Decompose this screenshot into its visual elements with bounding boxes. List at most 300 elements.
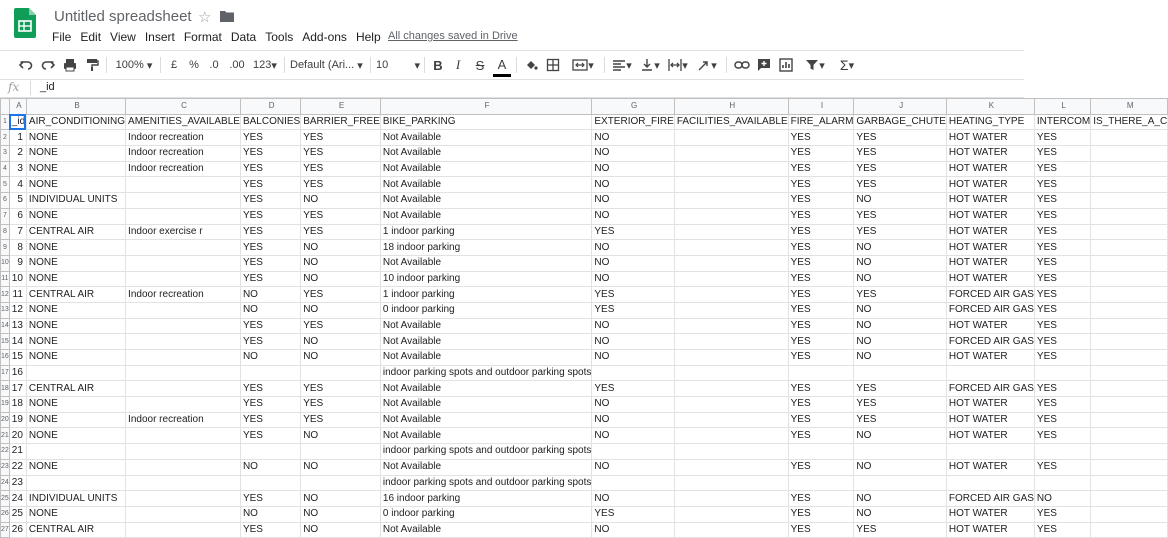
- row-header[interactable]: 19: [1, 397, 10, 413]
- cell[interactable]: [946, 444, 1034, 460]
- cell[interactable]: [674, 350, 788, 366]
- cell[interactable]: [26, 444, 125, 460]
- cell[interactable]: [126, 397, 241, 413]
- cell[interactable]: YES: [1034, 412, 1090, 428]
- cell[interactable]: YES: [788, 302, 854, 318]
- menu-insert[interactable]: Insert: [144, 30, 175, 44]
- cell[interactable]: FORCED AIR GAS: [946, 334, 1034, 350]
- cell[interactable]: YES: [854, 397, 946, 413]
- cell[interactable]: [592, 475, 674, 491]
- decrease-decimal-button[interactable]: .0: [209, 59, 219, 71]
- cell[interactable]: HOT WATER: [946, 350, 1034, 366]
- paint-format-icon[interactable]: [82, 51, 102, 79]
- cell[interactable]: Not Available: [380, 397, 591, 413]
- cell[interactable]: NONE: [26, 397, 125, 413]
- menu-edit[interactable]: Edit: [80, 30, 102, 44]
- row-header[interactable]: 16: [1, 350, 10, 366]
- align-icon[interactable]: ▾: [610, 51, 634, 79]
- cell[interactable]: [674, 208, 788, 224]
- cell[interactable]: Not Available: [380, 255, 591, 271]
- cell[interactable]: 17: [9, 381, 26, 397]
- cell[interactable]: NONE: [26, 350, 125, 366]
- cell[interactable]: YES: [1034, 224, 1090, 240]
- cell[interactable]: 1 indoor parking: [380, 224, 591, 240]
- italic-button[interactable]: I: [455, 57, 461, 72]
- cell[interactable]: Not Available: [380, 522, 591, 538]
- row-header[interactable]: 10: [1, 255, 10, 271]
- column-header-d[interactable]: D: [240, 99, 300, 115]
- cell[interactable]: CENTRAL AIR: [26, 522, 125, 538]
- cell[interactable]: HOT WATER: [946, 177, 1034, 193]
- cell[interactable]: YES: [1034, 334, 1090, 350]
- cell[interactable]: Not Available: [380, 318, 591, 334]
- cell[interactable]: [674, 255, 788, 271]
- column-header-m[interactable]: M: [1091, 99, 1168, 115]
- cell[interactable]: YES: [788, 287, 854, 303]
- cell[interactable]: NO: [592, 271, 674, 287]
- cell[interactable]: HOT WATER: [946, 459, 1034, 475]
- cell[interactable]: indoor parking spots and outdoor parking spots: [380, 475, 591, 491]
- cell[interactable]: Not Available: [380, 428, 591, 444]
- cell[interactable]: NO: [592, 397, 674, 413]
- cell[interactable]: NO: [301, 334, 381, 350]
- cell[interactable]: NO: [301, 271, 381, 287]
- cell[interactable]: YES: [1034, 287, 1090, 303]
- cell[interactable]: YES: [1034, 208, 1090, 224]
- row-header[interactable]: 4: [1, 161, 10, 177]
- cell[interactable]: [674, 522, 788, 538]
- cell[interactable]: YES: [788, 522, 854, 538]
- cell[interactable]: YES: [788, 240, 854, 256]
- cell[interactable]: [126, 381, 241, 397]
- cell[interactable]: NO: [592, 412, 674, 428]
- menu-add-ons[interactable]: Add-ons: [302, 30, 347, 44]
- cell[interactable]: [126, 428, 241, 444]
- cell[interactable]: YES: [788, 397, 854, 413]
- cell[interactable]: 14: [9, 334, 26, 350]
- cell[interactable]: HOT WATER: [946, 412, 1034, 428]
- cell[interactable]: YES: [1034, 146, 1090, 162]
- currency-button[interactable]: £: [170, 59, 178, 71]
- cell[interactable]: [1091, 130, 1168, 146]
- cell[interactable]: YES: [788, 381, 854, 397]
- cell[interactable]: 26: [9, 522, 26, 538]
- cell[interactable]: [1091, 224, 1168, 240]
- menu-data[interactable]: Data: [230, 30, 257, 44]
- cell[interactable]: YES: [788, 208, 854, 224]
- cell[interactable]: CENTRAL AIR: [26, 287, 125, 303]
- strikethrough-button[interactable]: S: [475, 57, 485, 73]
- cell[interactable]: [26, 475, 125, 491]
- cell[interactable]: [674, 475, 788, 491]
- cell[interactable]: indoor parking spots and outdoor parking spots: [380, 365, 591, 381]
- row-header[interactable]: 2: [1, 130, 10, 146]
- cell[interactable]: YES: [788, 412, 854, 428]
- cell[interactable]: [240, 475, 300, 491]
- row-header[interactable]: 27: [1, 522, 10, 538]
- cell[interactable]: YES: [301, 224, 381, 240]
- cell[interactable]: [26, 365, 125, 381]
- cell[interactable]: 13: [9, 318, 26, 334]
- cell[interactable]: YES: [592, 302, 674, 318]
- cell[interactable]: NO: [854, 193, 946, 209]
- cell[interactable]: HOT WATER: [946, 255, 1034, 271]
- cell[interactable]: NO: [592, 255, 674, 271]
- cell[interactable]: YES: [1034, 350, 1090, 366]
- cell[interactable]: YES: [240, 193, 300, 209]
- cell[interactable]: [126, 444, 241, 460]
- cell[interactable]: NONE: [26, 428, 125, 444]
- cell[interactable]: NO: [854, 459, 946, 475]
- cell[interactable]: NO: [301, 350, 381, 366]
- font-select[interactable]: Default (Ari... ▾: [290, 59, 363, 72]
- cell[interactable]: Not Available: [380, 177, 591, 193]
- cell[interactable]: YES: [854, 161, 946, 177]
- zoom-select[interactable]: 100% ▾: [115, 59, 153, 72]
- cell[interactable]: [126, 208, 241, 224]
- cell[interactable]: NONE: [26, 177, 125, 193]
- cell[interactable]: [674, 506, 788, 522]
- cell[interactable]: Not Available: [380, 381, 591, 397]
- cell[interactable]: [854, 365, 946, 381]
- cell[interactable]: Not Available: [380, 459, 591, 475]
- cell[interactable]: NO: [301, 522, 381, 538]
- cell[interactable]: YES: [301, 381, 381, 397]
- cell[interactable]: [674, 302, 788, 318]
- cell[interactable]: HOT WATER: [946, 208, 1034, 224]
- cell[interactable]: Not Available: [380, 146, 591, 162]
- cell[interactable]: FORCED AIR GAS: [946, 381, 1034, 397]
- menu-format[interactable]: Format: [183, 30, 222, 44]
- cell[interactable]: BARRIER_FREE: [301, 114, 381, 130]
- cell[interactable]: HOT WATER: [946, 161, 1034, 177]
- cell[interactable]: [1091, 491, 1168, 507]
- column-header-g[interactable]: G: [592, 99, 674, 115]
- cell[interactable]: HOT WATER: [946, 522, 1034, 538]
- cell[interactable]: [674, 397, 788, 413]
- cell[interactable]: [946, 475, 1034, 491]
- cell[interactable]: YES: [788, 146, 854, 162]
- cell[interactable]: Indoor recreation: [126, 146, 241, 162]
- cell[interactable]: [674, 318, 788, 334]
- cell[interactable]: NO: [854, 334, 946, 350]
- cell[interactable]: 1 indoor parking: [380, 287, 591, 303]
- bold-button[interactable]: B: [433, 57, 443, 73]
- cell[interactable]: [240, 444, 300, 460]
- row-header[interactable]: 18: [1, 381, 10, 397]
- cell[interactable]: YES: [240, 255, 300, 271]
- cell[interactable]: YES: [240, 428, 300, 444]
- cell[interactable]: [674, 365, 788, 381]
- cell[interactable]: NO: [301, 506, 381, 522]
- cell[interactable]: Indoor recreation: [126, 161, 241, 177]
- cell[interactable]: NO: [592, 459, 674, 475]
- cell[interactable]: [592, 444, 674, 460]
- text-color-button[interactable]: A: [493, 54, 511, 77]
- cell[interactable]: YES: [592, 381, 674, 397]
- cell[interactable]: YES: [1034, 240, 1090, 256]
- insert-comment-icon[interactable]: [754, 51, 774, 79]
- cell[interactable]: [126, 459, 241, 475]
- cell[interactable]: [788, 475, 854, 491]
- cell[interactable]: NO: [240, 287, 300, 303]
- cell[interactable]: 15: [9, 350, 26, 366]
- cell[interactable]: YES: [788, 271, 854, 287]
- cell[interactable]: [126, 177, 241, 193]
- cell[interactable]: [1091, 381, 1168, 397]
- cell[interactable]: [1091, 365, 1168, 381]
- cell[interactable]: [126, 302, 241, 318]
- cell[interactable]: 11: [9, 287, 26, 303]
- cell[interactable]: YES: [240, 271, 300, 287]
- cell[interactable]: _id: [9, 114, 26, 130]
- cell[interactable]: FACILITIES_AVAILABLE: [674, 114, 788, 130]
- cell[interactable]: NO: [301, 302, 381, 318]
- cell[interactable]: YES: [788, 318, 854, 334]
- cell[interactable]: [1091, 287, 1168, 303]
- row-header[interactable]: 7: [1, 208, 10, 224]
- cell[interactable]: YES: [240, 161, 300, 177]
- cell[interactable]: [301, 365, 381, 381]
- cell[interactable]: [240, 365, 300, 381]
- cell[interactable]: NO: [301, 255, 381, 271]
- cell[interactable]: YES: [854, 208, 946, 224]
- cell[interactable]: [126, 522, 241, 538]
- cell[interactable]: [1034, 444, 1090, 460]
- cell[interactable]: HOT WATER: [946, 130, 1034, 146]
- row-header[interactable]: 17: [1, 365, 10, 381]
- merge-cells-icon[interactable]: ▾: [566, 51, 600, 79]
- cell[interactable]: NO: [301, 240, 381, 256]
- cell[interactable]: [674, 224, 788, 240]
- filter-icon[interactable]: ▾: [800, 51, 830, 79]
- cell[interactable]: INDIVIDUAL UNITS: [26, 193, 125, 209]
- cell[interactable]: [674, 381, 788, 397]
- row-header[interactable]: 11: [1, 271, 10, 287]
- menu-file[interactable]: File: [52, 30, 72, 44]
- cell[interactable]: NO: [592, 522, 674, 538]
- cell[interactable]: [1091, 522, 1168, 538]
- cell[interactable]: YES: [788, 161, 854, 177]
- cell[interactable]: YES: [240, 130, 300, 146]
- cell[interactable]: Not Available: [380, 334, 591, 350]
- cell[interactable]: NO: [592, 146, 674, 162]
- cell[interactable]: YES: [1034, 255, 1090, 271]
- row-header[interactable]: 12: [1, 287, 10, 303]
- cell[interactable]: NONE: [26, 412, 125, 428]
- cell[interactable]: YES: [854, 146, 946, 162]
- cell[interactable]: 10 indoor parking: [380, 271, 591, 287]
- cell[interactable]: NO: [240, 506, 300, 522]
- cell[interactable]: 18 indoor parking: [380, 240, 591, 256]
- cell[interactable]: 16: [9, 365, 26, 381]
- cell[interactable]: [674, 271, 788, 287]
- cell[interactable]: YES: [854, 522, 946, 538]
- cell[interactable]: [126, 475, 241, 491]
- cell[interactable]: HOT WATER: [946, 224, 1034, 240]
- cell[interactable]: [854, 475, 946, 491]
- folder-icon[interactable]: [220, 10, 234, 22]
- cell[interactable]: Indoor recreation: [126, 130, 241, 146]
- cell[interactable]: YES: [301, 161, 381, 177]
- cell[interactable]: YES: [592, 224, 674, 240]
- cell[interactable]: HOT WATER: [946, 240, 1034, 256]
- row-header[interactable]: 3: [1, 146, 10, 162]
- row-header[interactable]: 24: [1, 475, 10, 491]
- cell[interactable]: BIKE_PARKING: [380, 114, 591, 130]
- cell[interactable]: [1091, 428, 1168, 444]
- cell[interactable]: YES: [1034, 459, 1090, 475]
- cell[interactable]: 7: [9, 224, 26, 240]
- cell[interactable]: YES: [1034, 506, 1090, 522]
- cell[interactable]: [126, 318, 241, 334]
- cell[interactable]: [674, 459, 788, 475]
- cell[interactable]: [674, 444, 788, 460]
- star-icon[interactable]: ☆: [198, 9, 212, 26]
- cell[interactable]: IS_THERE_A_C: [1091, 114, 1168, 130]
- cell[interactable]: YES: [240, 146, 300, 162]
- cell[interactable]: NONE: [26, 208, 125, 224]
- cell[interactable]: [126, 240, 241, 256]
- cell[interactable]: HOT WATER: [946, 506, 1034, 522]
- cell[interactable]: NO: [592, 428, 674, 444]
- cell[interactable]: AIR_CONDITIONING: [26, 114, 125, 130]
- cell[interactable]: [788, 444, 854, 460]
- column-header-c[interactable]: C: [126, 99, 241, 115]
- row-header[interactable]: 21: [1, 428, 10, 444]
- cell[interactable]: YES: [854, 224, 946, 240]
- cell[interactable]: [126, 350, 241, 366]
- cell[interactable]: NO: [592, 334, 674, 350]
- cell[interactable]: 9: [9, 255, 26, 271]
- cell[interactable]: NO: [592, 193, 674, 209]
- column-header-j[interactable]: J: [854, 99, 946, 115]
- cell[interactable]: YES: [788, 350, 854, 366]
- cell[interactable]: indoor parking spots and outdoor parking spots: [380, 444, 591, 460]
- more-formats-button[interactable]: 123 ▾: [253, 59, 277, 72]
- cell[interactable]: YES: [240, 224, 300, 240]
- cell[interactable]: EXTERIOR_FIRE: [592, 114, 674, 130]
- cell[interactable]: [126, 193, 241, 209]
- cell[interactable]: NONE: [26, 318, 125, 334]
- cell[interactable]: 10: [9, 271, 26, 287]
- insert-link-icon[interactable]: [732, 51, 752, 79]
- cell[interactable]: FORCED AIR GAS: [946, 491, 1034, 507]
- cell[interactable]: 23: [9, 475, 26, 491]
- cell[interactable]: [674, 491, 788, 507]
- cell[interactable]: 5: [9, 193, 26, 209]
- cell[interactable]: YES: [240, 397, 300, 413]
- cell[interactable]: YES: [240, 177, 300, 193]
- row-header[interactable]: 13: [1, 302, 10, 318]
- borders-icon[interactable]: [544, 51, 562, 79]
- cell[interactable]: [126, 491, 241, 507]
- cell[interactable]: NO: [854, 428, 946, 444]
- cell[interactable]: YES: [240, 318, 300, 334]
- cell[interactable]: [674, 287, 788, 303]
- cell[interactable]: 0 indoor parking: [380, 506, 591, 522]
- cell[interactable]: [1091, 397, 1168, 413]
- cell[interactable]: [1034, 365, 1090, 381]
- cell[interactable]: NO: [592, 350, 674, 366]
- cell[interactable]: NO: [592, 208, 674, 224]
- menu-view[interactable]: View: [110, 30, 136, 44]
- cell[interactable]: 2: [9, 146, 26, 162]
- cell[interactable]: YES: [240, 491, 300, 507]
- row-header[interactable]: 6: [1, 193, 10, 209]
- cell[interactable]: YES: [788, 130, 854, 146]
- cell[interactable]: YES: [854, 130, 946, 146]
- cell[interactable]: NONE: [26, 130, 125, 146]
- cell[interactable]: YES: [301, 318, 381, 334]
- cell[interactable]: [674, 177, 788, 193]
- cell[interactable]: FORCED AIR GAS: [946, 287, 1034, 303]
- cell[interactable]: Indoor exercise r: [126, 224, 241, 240]
- row-header[interactable]: 23: [1, 459, 10, 475]
- cell[interactable]: HOT WATER: [946, 146, 1034, 162]
- text-rotation-icon[interactable]: ▾: [694, 51, 720, 79]
- cell[interactable]: YES: [1034, 271, 1090, 287]
- cell[interactable]: [674, 240, 788, 256]
- cell[interactable]: Not Available: [380, 350, 591, 366]
- cell[interactable]: YES: [301, 208, 381, 224]
- cell[interactable]: YES: [854, 287, 946, 303]
- cell[interactable]: NO: [592, 177, 674, 193]
- cell[interactable]: YES: [1034, 177, 1090, 193]
- cell[interactable]: NO: [854, 318, 946, 334]
- cell[interactable]: YES: [1034, 397, 1090, 413]
- cell[interactable]: NONE: [26, 459, 125, 475]
- select-all-corner[interactable]: [1, 99, 10, 115]
- vertical-align-icon[interactable]: ▾: [638, 51, 662, 79]
- cell[interactable]: YES: [788, 177, 854, 193]
- column-header-e[interactable]: E: [301, 99, 381, 115]
- redo-icon[interactable]: [38, 51, 58, 79]
- cell[interactable]: YES: [854, 412, 946, 428]
- cell[interactable]: 4: [9, 177, 26, 193]
- cell[interactable]: 6: [9, 208, 26, 224]
- fill-color-icon[interactable]: [522, 51, 540, 79]
- cell[interactable]: YES: [854, 381, 946, 397]
- undo-icon[interactable]: [16, 51, 36, 79]
- cell[interactable]: NO: [592, 318, 674, 334]
- cell[interactable]: [1091, 146, 1168, 162]
- cell[interactable]: [1091, 177, 1168, 193]
- cell[interactable]: YES: [240, 522, 300, 538]
- cell[interactable]: [592, 365, 674, 381]
- font-size-select[interactable]: 10 ▾: [376, 59, 420, 72]
- cell[interactable]: YES: [788, 224, 854, 240]
- cell[interactable]: [674, 130, 788, 146]
- cell[interactable]: HOT WATER: [946, 397, 1034, 413]
- cell[interactable]: INTERCOM: [1034, 114, 1090, 130]
- cell[interactable]: FORCED AIR GAS: [946, 302, 1034, 318]
- menu-help[interactable]: Help: [355, 30, 381, 44]
- cell[interactable]: YES: [788, 193, 854, 209]
- column-header-a[interactable]: A: [9, 99, 26, 115]
- row-header[interactable]: 5: [1, 177, 10, 193]
- percent-button[interactable]: %: [189, 59, 199, 71]
- cell[interactable]: YES: [592, 506, 674, 522]
- cell[interactable]: YES: [240, 240, 300, 256]
- cell[interactable]: NO: [854, 491, 946, 507]
- row-header[interactable]: 25: [1, 491, 10, 507]
- cell[interactable]: YES: [301, 287, 381, 303]
- cell[interactable]: 1: [9, 130, 26, 146]
- row-header[interactable]: 15: [1, 334, 10, 350]
- cell[interactable]: NO: [854, 350, 946, 366]
- cell[interactable]: HEATING_TYPE: [946, 114, 1034, 130]
